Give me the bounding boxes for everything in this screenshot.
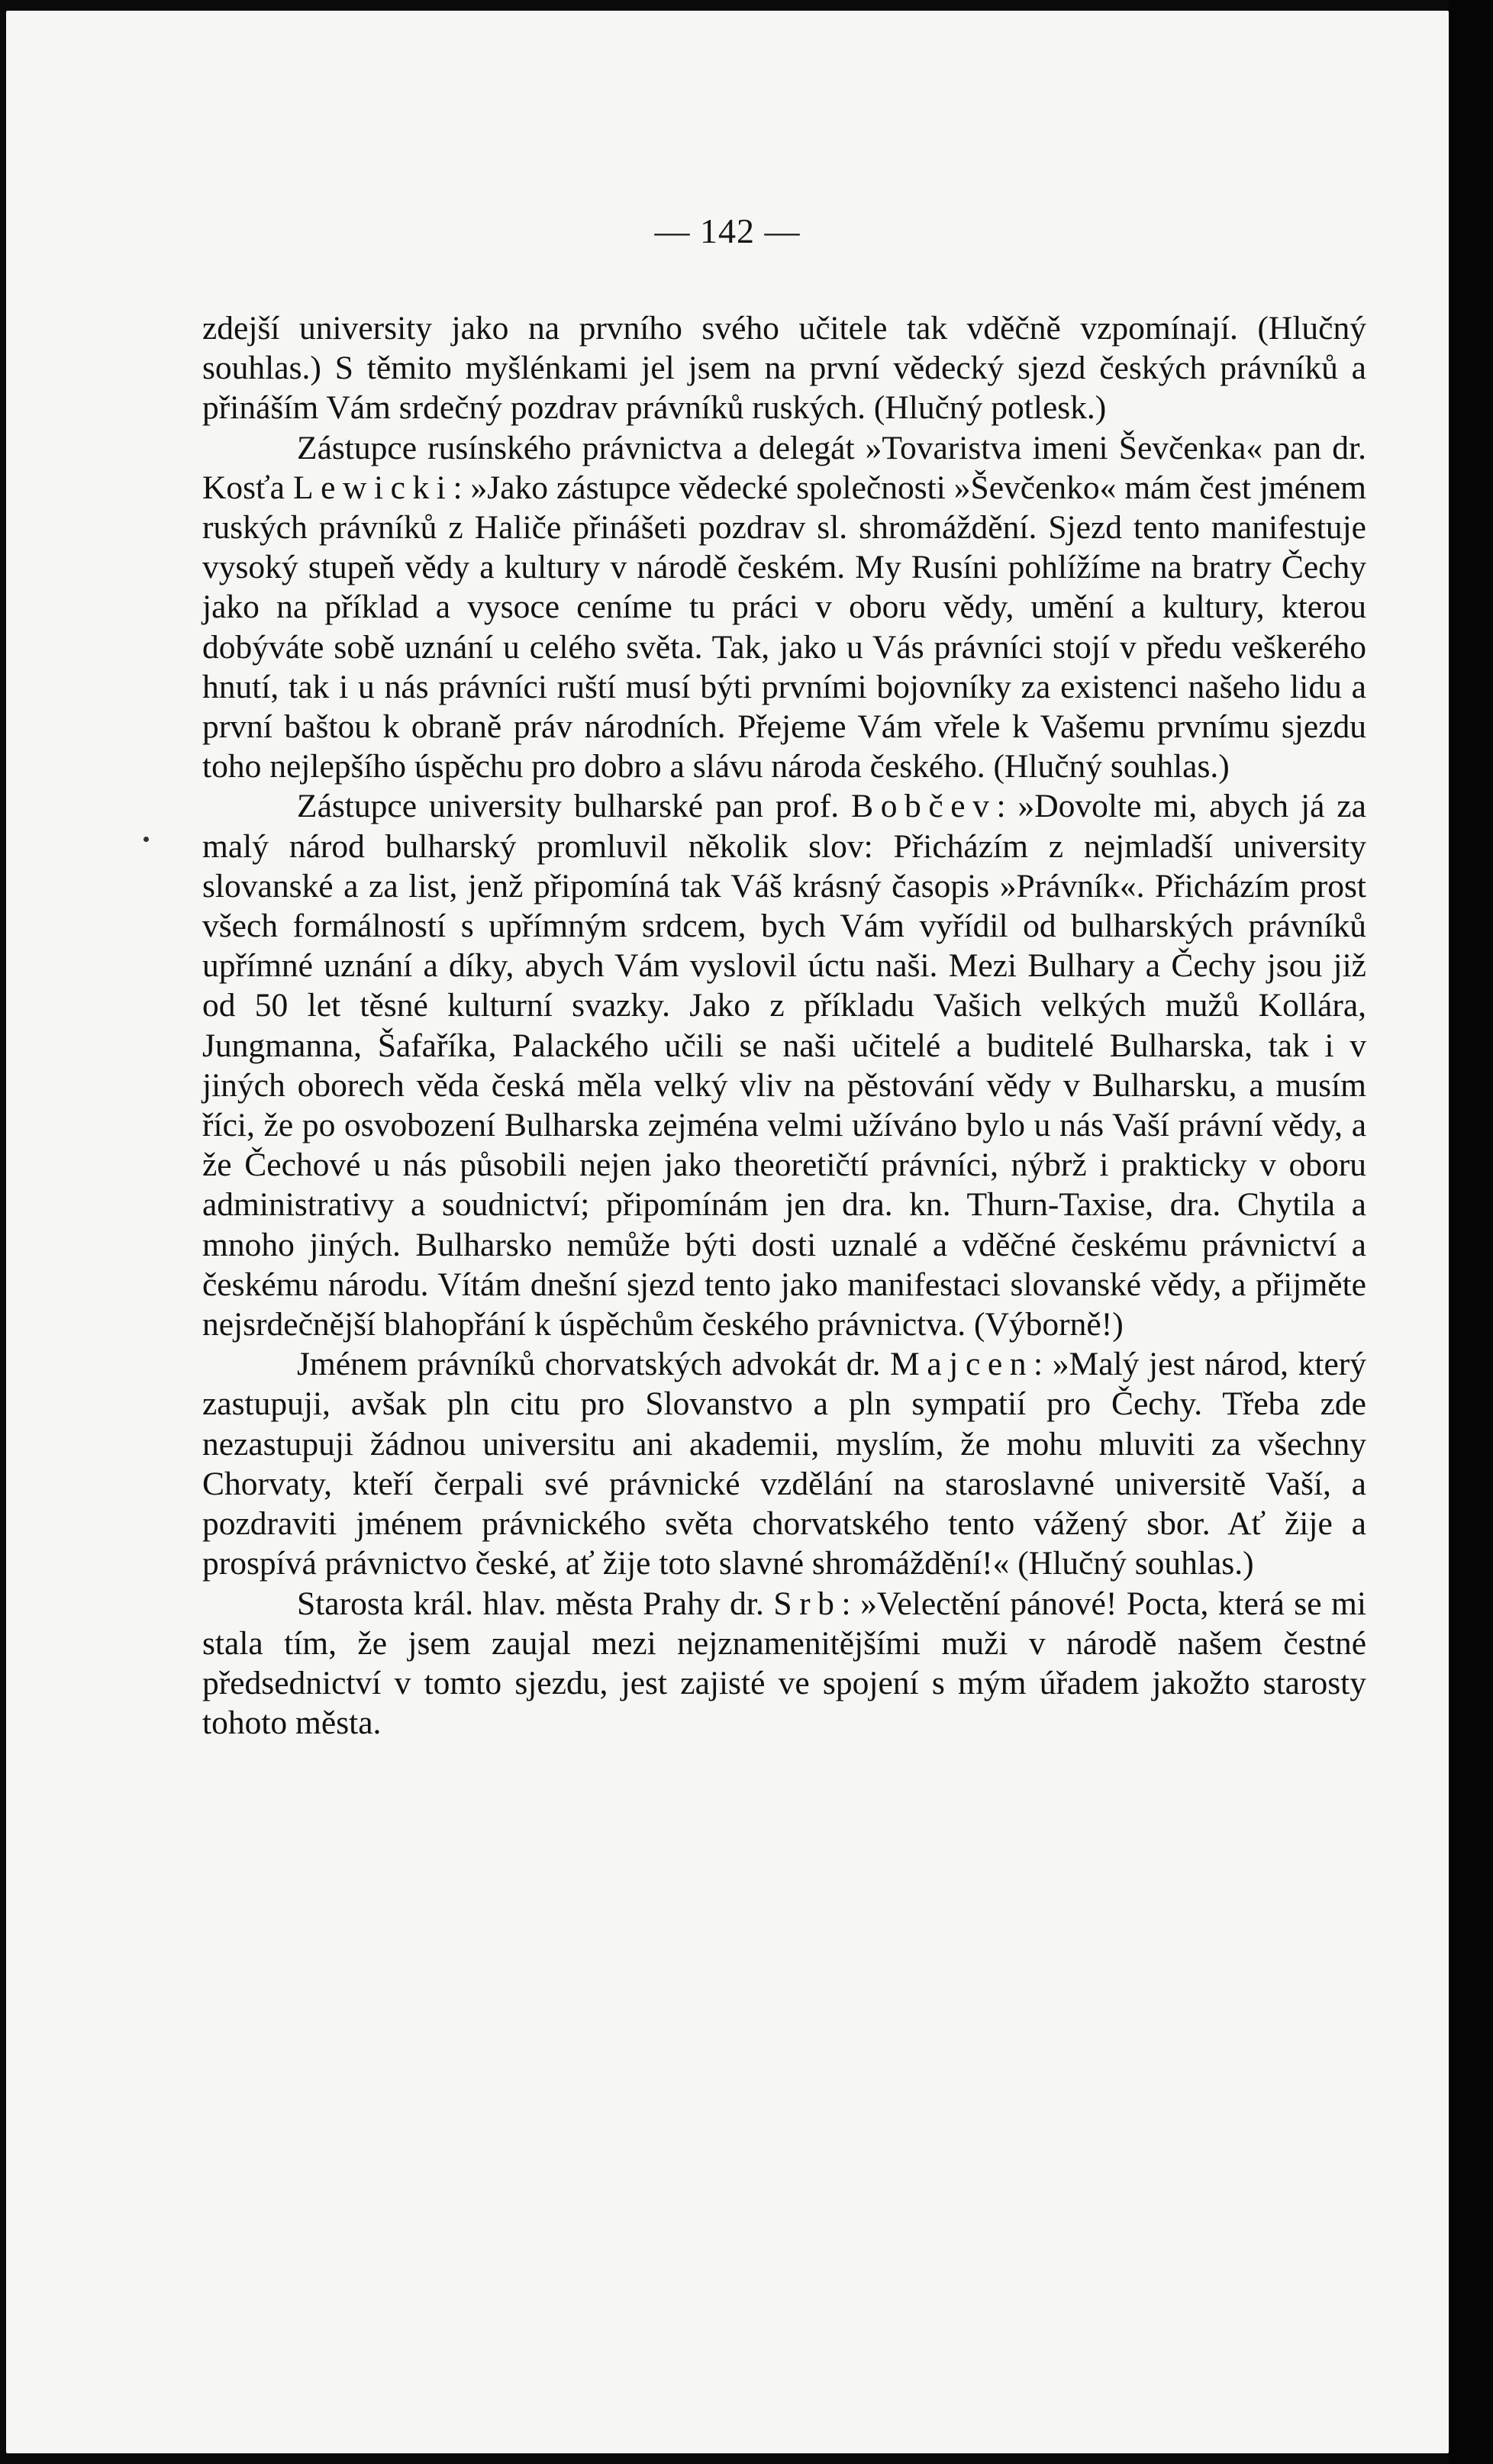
ink-speck: [143, 837, 149, 842]
speaker-name: Lewicki: [292, 469, 453, 506]
paragraph-text: Zástupce university bulharské pan prof.: [297, 788, 852, 825]
speaker-name: Bobčev: [851, 788, 997, 825]
paragraph-4: [202, 1344, 1366, 1583]
body-text: [202, 308, 1366, 1743]
paragraph-2: [202, 428, 1366, 787]
paragraph-1: [202, 308, 1366, 428]
paragraph-text: Zástupce rusínského právnictva a delegát »Tovaristva imeni Ševčenka« pan dr. Kosťa: [202, 429, 1366, 506]
paragraph-text: : »Velectění pánové! Pocta, která se mi stala tím, že jsem zaujal mezi nejznamenitějšími muži v národě našem čestné předsednictví v tomto sjezdu, jest zajisté ve spojení s mým úřadem jakožto starosty tohoto města.: [202, 1585, 1366, 1742]
page-number: — 142 —: [654, 211, 801, 250]
paragraph-3: [202, 786, 1366, 1344]
speaker-name: Srb: [773, 1585, 842, 1622]
paragraph-text: zdejší university jako na prvního svého učitele tak vděčně vzpomínají. (Hlučný souhlas.) S těmito myšlénkami jel jsem na první vědecký sjezd českých právníků a přináším Vám srdečný pozdrav právníků ruských. (Hlučný potlesk.): [202, 310, 1366, 427]
paragraph-text: : »Malý jest národ, který zastupuji, avšak pln citu pro Slovanstvo a pln sympatií pro Čechy. Třeba zde nezastupuji žádnou universitu ani akademii, myslím, že mohu mluviti za všechny Chorvaty, kteří čerpali své právnické vzdělání na staroslavné universitě Vaší, a pozdraviti jménem právnického světa chorvatského tento vážený sbor. Ať žije a prospívá právnictvo české, ať žije toto slavné shromáždění!« (Hlučný souhlas.): [202, 1346, 1366, 1582]
speaker-name: Majcen: [890, 1346, 1034, 1383]
paragraph-text: Jménem právníků chorvatských advokát dr.: [297, 1346, 891, 1383]
book-page: [6, 11, 1449, 2453]
paragraph-text: : »Jako zástupce vědecké společnosti »Ševčenko« mám čest jménem ruských právníků z Haliče přinášeti pozdrav sl. shromáždění. Sjezd tento manifestuje vysoký stupeň vědy a kultury v národě českém. My Rusíni pohlížíme na bratry Čechy jako na příklad a vysoce ceníme tu práci v oboru vědy, umění a kultury, kterou dobýváte sobě uznání u celého světa. Tak, jako u Vás právníci stojí v předu veškerého hnutí, tak i u nás právníci ruští musí býti prvními bojovníky za existenci našeho lidu a první baštou k obraně práv národních. Přejeme Vám vřele k Vašemu prvnímu sjezdu toho nejlepšího úspěchu pro dobro a slávu národa českého. (Hlučný souhlas.): [202, 469, 1366, 785]
paragraph-5: [202, 1584, 1366, 1743]
paragraph-text: : »Dovolte mi, abych já za malý národ bulharský promluvil několik slov: Přicházím z nejmladší university slovanské a za list, jenž připomíná tak Váš krásný časopis »Právník«. Přicházím prost všech formálností s upřímným srdcem, bych Vám vyřídil od bulharských právníků upřímné uznání a díky, abych Vám vyslovil úctu naši. Mezi Bulhary a Čechy jsou již od 50 let těsné kulturní svazky. Jako z příkladu Vašich velkých mužů Kollára, Jungmanna, Šafaříka, Palackého učili se naši učitelé a buditelé Bulharska, tak i v jiných oborech věda česká měla velký vliv na pěstování vědy v Bulharsku, a musím říci, že po osvobození Bulharska zejména velmi užíváno bylo u nás Vaší právní vědy, a že Čechové u nás působili nejen jako theoretičtí právníci, nýbrž i prakticky v oboru administrativy a soudnictví; připomínám jen dra. kn. Thurn-Taxise, dra. Chytila a mnoho jiných. Bulharsko nemůže býti dosti uznalé a vděčné českému právnictví a českému národu. Vítám dnešní sjezd tento jako manifestaci slovanské vědy, a přijměte nejsrdečnější blahopřání k úspěchům českého právnictva. (Výborně!): [202, 788, 1366, 1343]
paragraph-text: Starosta král. hlav. města Prahy dr.: [297, 1585, 774, 1622]
scan-border: [1449, 0, 1493, 2464]
